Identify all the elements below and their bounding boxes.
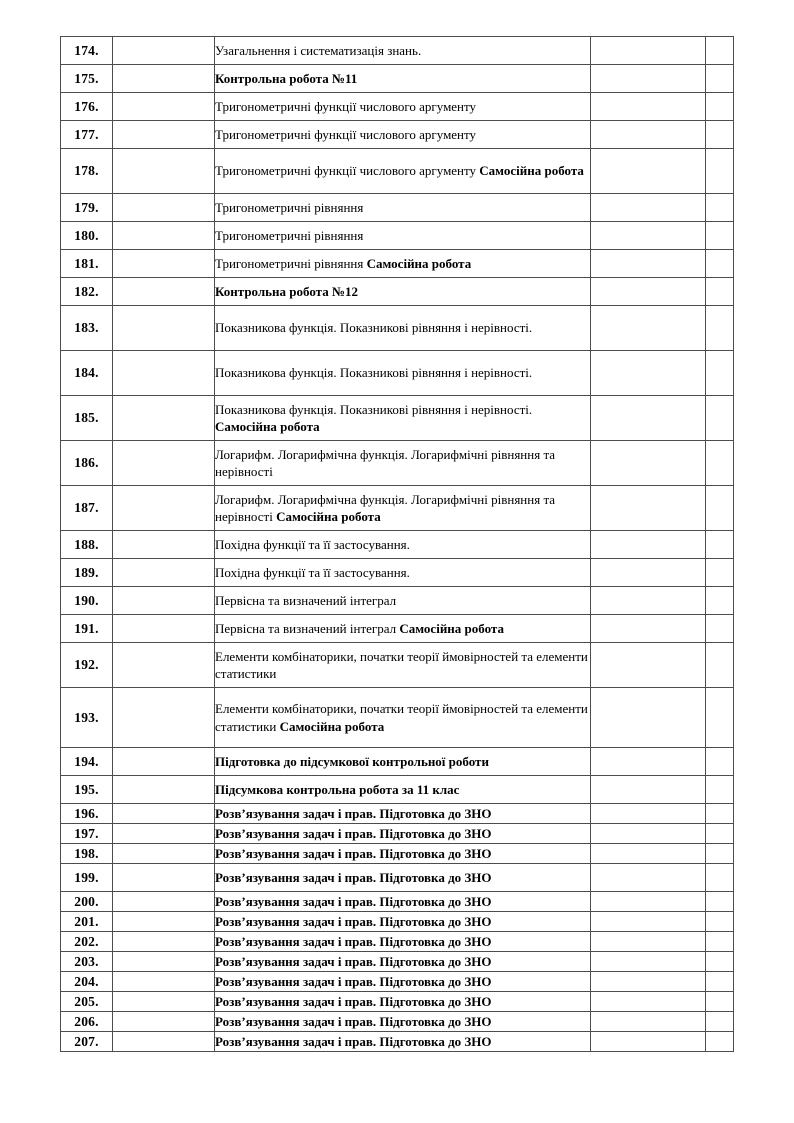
lesson-number-cell: 199. <box>61 864 113 892</box>
lesson-schedule-table <box>60 36 734 1052</box>
note-cell-secondary <box>706 441 734 486</box>
note-cell-primary <box>591 396 706 441</box>
lesson-date-cell <box>113 748 215 776</box>
note-cell-primary <box>591 587 706 615</box>
topic-text: Показникова функція. Показникові рівняння і нерівності. <box>215 401 533 417</box>
lesson-topic-cell <box>215 396 591 441</box>
lesson-number-cell: 179. <box>61 194 113 222</box>
lesson-date-cell <box>113 688 215 748</box>
topic-text: Показникова функція. Показникові рівняння і нерівності. <box>215 320 533 336</box>
lesson-date-cell <box>113 37 215 65</box>
note-cell-primary <box>591 688 706 748</box>
note-cell-primary <box>591 149 706 194</box>
lesson-number-cell: 204. <box>61 972 113 992</box>
lesson-topic-cell <box>215 932 591 952</box>
lesson-date-cell <box>113 932 215 952</box>
table-row <box>61 776 734 804</box>
note-cell-secondary <box>706 531 734 559</box>
note-cell-primary <box>591 441 706 486</box>
note-cell-primary <box>591 65 706 93</box>
table-row <box>61 688 734 748</box>
table-row <box>61 864 734 892</box>
lesson-topic-cell <box>215 65 591 93</box>
lesson-number-cell: 193. <box>61 688 113 748</box>
lesson-number-cell: 196. <box>61 804 113 824</box>
topic-emphasis-text: Розв’язування задач і прав. Підготовка до ЗНО <box>215 973 492 989</box>
lesson-date-cell <box>113 972 215 992</box>
table-row <box>61 531 734 559</box>
topic-emphasis-text: Самосійна робота <box>276 509 381 524</box>
lesson-topic-cell <box>215 121 591 149</box>
lesson-number-cell: 185. <box>61 396 113 441</box>
lesson-topic-cell <box>215 194 591 222</box>
lesson-date-cell <box>113 93 215 121</box>
table-row <box>61 37 734 65</box>
note-cell-secondary <box>706 972 734 992</box>
lesson-number-cell: 186. <box>61 441 113 486</box>
lesson-topic-cell <box>215 804 591 824</box>
topic-emphasis-text: Контрольна робота №11 <box>215 70 358 86</box>
topic-text: Первісна та визначений інтеграл <box>215 592 397 608</box>
lesson-date-cell <box>113 194 215 222</box>
table-row <box>61 486 734 531</box>
note-cell-primary <box>591 776 706 804</box>
lesson-date-cell <box>113 992 215 1012</box>
lesson-date-cell <box>113 531 215 559</box>
table-row <box>61 121 734 149</box>
note-cell-primary <box>591 486 706 531</box>
note-cell-primary <box>591 864 706 892</box>
note-cell-secondary <box>706 992 734 1012</box>
lesson-number-cell: 189. <box>61 559 113 587</box>
lesson-topic-cell <box>215 149 591 194</box>
lesson-topic-cell <box>215 912 591 932</box>
note-cell-secondary <box>706 912 734 932</box>
lesson-number-cell: 182. <box>61 278 113 306</box>
lesson-date-cell <box>113 351 215 396</box>
note-cell-primary <box>591 531 706 559</box>
note-cell-secondary <box>706 93 734 121</box>
lesson-date-cell <box>113 121 215 149</box>
note-cell-secondary <box>706 748 734 776</box>
note-cell-primary <box>591 559 706 587</box>
note-cell-primary <box>591 121 706 149</box>
note-cell-secondary <box>706 1032 734 1052</box>
note-cell-secondary <box>706 587 734 615</box>
lesson-date-cell <box>113 892 215 912</box>
lesson-date-cell <box>113 250 215 278</box>
note-cell-secondary <box>706 149 734 194</box>
topic-emphasis-text: Розв’язування задач і прав. Підготовка до ЗНО <box>215 913 492 929</box>
note-cell-secondary <box>706 776 734 804</box>
topic-text: Тригонометричні функції числового аргументу <box>215 98 477 114</box>
lesson-date-cell <box>113 1032 215 1052</box>
lesson-topic-cell <box>215 222 591 250</box>
table-row <box>61 748 734 776</box>
lesson-topic-cell <box>215 776 591 804</box>
topic-emphasis-text: Розв’язування задач і прав. Підготовка до ЗНО <box>215 825 492 841</box>
topic-text: Тригонометричні функції числового аргументу <box>215 163 480 179</box>
note-cell-secondary <box>706 952 734 972</box>
topic-text: Логарифм. Логарифмічна функція. Логарифмічні рівняння та нерівності <box>215 491 556 524</box>
lesson-topic-cell <box>215 615 591 643</box>
topic-text: Тригонометричні рівняння <box>215 199 364 215</box>
note-cell-primary <box>591 952 706 972</box>
table-row <box>61 932 734 952</box>
topic-text: Похідна функції та її застосування. <box>215 564 410 580</box>
topic-emphasis-text: Розв’язування задач і прав. Підготовка до ЗНО <box>215 869 492 885</box>
note-cell-secondary <box>706 932 734 952</box>
note-cell-primary <box>591 615 706 643</box>
table-body <box>61 37 734 1052</box>
note-cell-secondary <box>706 65 734 93</box>
note-cell-secondary <box>706 486 734 531</box>
note-cell-primary <box>591 992 706 1012</box>
note-cell-primary <box>591 972 706 992</box>
topic-emphasis-text: Самосійна робота <box>479 163 584 179</box>
table-row <box>61 912 734 932</box>
note-cell-primary <box>591 748 706 776</box>
lesson-topic-cell <box>215 486 591 531</box>
note-cell-primary <box>591 932 706 952</box>
lesson-topic-cell <box>215 748 591 776</box>
lesson-topic-cell <box>215 306 591 351</box>
lesson-number-cell: 188. <box>61 531 113 559</box>
lesson-number-cell: 181. <box>61 250 113 278</box>
table-row <box>61 587 734 615</box>
lesson-number-cell: 192. <box>61 643 113 688</box>
lesson-topic-cell <box>215 559 591 587</box>
lesson-topic-cell <box>215 37 591 65</box>
table-row <box>61 65 734 93</box>
lesson-date-cell <box>113 615 215 643</box>
lesson-number-cell: 200. <box>61 892 113 912</box>
note-cell-primary <box>591 93 706 121</box>
note-cell-primary <box>591 844 706 864</box>
table-row <box>61 93 734 121</box>
note-cell-secondary <box>706 643 734 688</box>
lesson-number-cell: 201. <box>61 912 113 932</box>
topic-text: Тригонометричні рівняння <box>215 227 364 243</box>
lesson-topic-cell <box>215 1032 591 1052</box>
lesson-date-cell <box>113 804 215 824</box>
table-row <box>61 441 734 486</box>
lesson-number-cell: 177. <box>61 121 113 149</box>
note-cell-primary <box>591 306 706 351</box>
lesson-date-cell <box>113 1012 215 1032</box>
lesson-topic-cell <box>215 952 591 972</box>
lesson-date-cell <box>113 222 215 250</box>
topic-text: Первісна та визначений інтеграл <box>215 620 400 636</box>
topic-emphasis-text: Розв’язування задач і прав. Підготовка до ЗНО <box>215 893 492 909</box>
lesson-topic-cell <box>215 824 591 844</box>
table-row <box>61 824 734 844</box>
lesson-topic-cell <box>215 688 591 748</box>
lesson-number-cell: 207. <box>61 1032 113 1052</box>
note-cell-primary <box>591 1012 706 1032</box>
lesson-date-cell <box>113 65 215 93</box>
note-cell-secondary <box>706 278 734 306</box>
table-row <box>61 396 734 441</box>
lesson-number-cell: 203. <box>61 952 113 972</box>
lesson-topic-cell <box>215 250 591 278</box>
lesson-number-cell: 175. <box>61 65 113 93</box>
lesson-date-cell <box>113 441 215 486</box>
note-cell-primary <box>591 194 706 222</box>
topic-text: Логарифм. Логарифмічна функція. Логарифмічні рівняння та нерівності <box>215 446 556 479</box>
table-row <box>61 643 734 688</box>
topic-text: Узагальнення і систематизація знань. <box>215 42 422 58</box>
table-row <box>61 222 734 250</box>
note-cell-secondary <box>706 306 734 351</box>
note-cell-primary <box>591 643 706 688</box>
table-row <box>61 351 734 396</box>
lesson-date-cell <box>113 952 215 972</box>
lesson-number-cell: 198. <box>61 844 113 864</box>
lesson-topic-cell <box>215 643 591 688</box>
lesson-date-cell <box>113 278 215 306</box>
note-cell-primary <box>591 892 706 912</box>
lesson-date-cell <box>113 824 215 844</box>
lesson-number-cell: 206. <box>61 1012 113 1032</box>
note-cell-primary <box>591 222 706 250</box>
note-cell-primary <box>591 37 706 65</box>
note-cell-secondary <box>706 351 734 396</box>
table-row <box>61 149 734 194</box>
lesson-number-cell: 174. <box>61 37 113 65</box>
note-cell-primary <box>591 1032 706 1052</box>
lesson-number-cell: 195. <box>61 776 113 804</box>
lesson-date-cell <box>113 912 215 932</box>
lesson-date-cell <box>113 587 215 615</box>
lesson-number-cell: 190. <box>61 587 113 615</box>
table-row <box>61 1012 734 1032</box>
lesson-number-cell: 191. <box>61 615 113 643</box>
table-row <box>61 804 734 824</box>
lesson-date-cell <box>113 776 215 804</box>
topic-emphasis-text: Розв’язування задач і прав. Підготовка до ЗНО <box>215 953 492 969</box>
note-cell-secondary <box>706 37 734 65</box>
lesson-date-cell <box>113 486 215 531</box>
table-row <box>61 844 734 864</box>
lesson-number-cell: 184. <box>61 351 113 396</box>
lesson-date-cell <box>113 559 215 587</box>
note-cell-primary <box>591 804 706 824</box>
lesson-topic-cell <box>215 278 591 306</box>
note-cell-secondary <box>706 844 734 864</box>
lesson-number-cell: 197. <box>61 824 113 844</box>
topic-text: Тригонометричні рівняння <box>215 255 367 271</box>
topic-emphasis-text: Самосійна робота <box>366 255 472 271</box>
table-row <box>61 615 734 643</box>
note-cell-primary <box>591 912 706 932</box>
table-row <box>61 306 734 351</box>
topic-emphasis-text: Підготовка до підсумкової контрольної роботи <box>215 753 489 769</box>
note-cell-secondary <box>706 892 734 912</box>
lesson-topic-cell <box>215 892 591 912</box>
note-cell-secondary <box>706 615 734 643</box>
table-row <box>61 278 734 306</box>
topic-emphasis-text: Розв’язування задач і прав. Підготовка до ЗНО <box>215 1033 492 1049</box>
topic-text: Показникова функція. Показникові рівняння і нерівності. <box>215 365 533 381</box>
note-cell-secondary <box>706 804 734 824</box>
lesson-date-cell <box>113 396 215 441</box>
topic-emphasis-text: Самосійна робота <box>215 419 320 434</box>
table-row <box>61 892 734 912</box>
note-cell-secondary <box>706 1012 734 1032</box>
note-cell-secondary <box>706 121 734 149</box>
note-cell-secondary <box>706 824 734 844</box>
lesson-number-cell: 176. <box>61 93 113 121</box>
topic-emphasis-text: Розв’язування задач і прав. Підготовка до ЗНО <box>215 845 492 861</box>
note-cell-secondary <box>706 864 734 892</box>
topic-text: Тригонометричні функції числового аргументу <box>215 126 477 142</box>
lesson-topic-cell <box>215 531 591 559</box>
note-cell-secondary <box>706 194 734 222</box>
note-cell-primary <box>591 824 706 844</box>
table-row <box>61 250 734 278</box>
lesson-number-cell: 187. <box>61 486 113 531</box>
topic-text: Елементи комбінаторики, початки теорії ймовірностей та елементи статистики <box>215 701 588 734</box>
topic-emphasis-text: Розв’язування задач і прав. Підготовка до ЗНО <box>215 805 492 821</box>
lesson-number-cell: 178. <box>61 149 113 194</box>
lesson-number-cell: 180. <box>61 222 113 250</box>
topic-text: Елементи комбінаторики, початки теорії ймовірностей та елементи статистики <box>215 648 588 681</box>
table-row <box>61 1032 734 1052</box>
lesson-topic-cell <box>215 441 591 486</box>
lesson-topic-cell <box>215 844 591 864</box>
lesson-date-cell <box>113 149 215 194</box>
note-cell-primary <box>591 250 706 278</box>
lesson-date-cell <box>113 844 215 864</box>
lesson-topic-cell <box>215 93 591 121</box>
lesson-topic-cell <box>215 992 591 1012</box>
lesson-date-cell <box>113 864 215 892</box>
topic-emphasis-text: Розв’язування задач і прав. Підготовка до ЗНО <box>215 993 492 1009</box>
note-cell-secondary <box>706 250 734 278</box>
lesson-date-cell <box>113 643 215 688</box>
lesson-number-cell: 202. <box>61 932 113 952</box>
lesson-topic-cell <box>215 864 591 892</box>
table-row <box>61 992 734 1012</box>
note-cell-secondary <box>706 396 734 441</box>
note-cell-secondary <box>706 559 734 587</box>
topic-emphasis-text: Контрольна робота №12 <box>215 283 359 299</box>
table-row <box>61 194 734 222</box>
lesson-date-cell <box>113 306 215 351</box>
topic-emphasis-text: Самосійна робота <box>279 718 385 734</box>
topic-emphasis-text: Самосійна робота <box>399 620 504 636</box>
lesson-topic-cell <box>215 1012 591 1032</box>
topic-emphasis-text: Підсумкова контрольна робота за 11 клас <box>215 781 460 797</box>
lesson-number-cell: 194. <box>61 748 113 776</box>
lesson-number-cell: 205. <box>61 992 113 1012</box>
note-cell-primary <box>591 351 706 396</box>
topic-text: Похідна функції та її застосування. <box>215 536 410 552</box>
table-row <box>61 952 734 972</box>
lesson-topic-cell <box>215 351 591 396</box>
note-cell-secondary <box>706 222 734 250</box>
note-cell-secondary <box>706 688 734 748</box>
table-row <box>61 972 734 992</box>
note-cell-primary <box>591 278 706 306</box>
lesson-topic-cell <box>215 972 591 992</box>
lesson-topic-cell <box>215 587 591 615</box>
lesson-number-cell: 183. <box>61 306 113 351</box>
topic-emphasis-text: Розв’язування задач і прав. Підготовка до ЗНО <box>215 933 492 949</box>
table-row <box>61 559 734 587</box>
topic-emphasis-text: Розв’язування задач і прав. Підготовка до ЗНО <box>215 1013 492 1029</box>
